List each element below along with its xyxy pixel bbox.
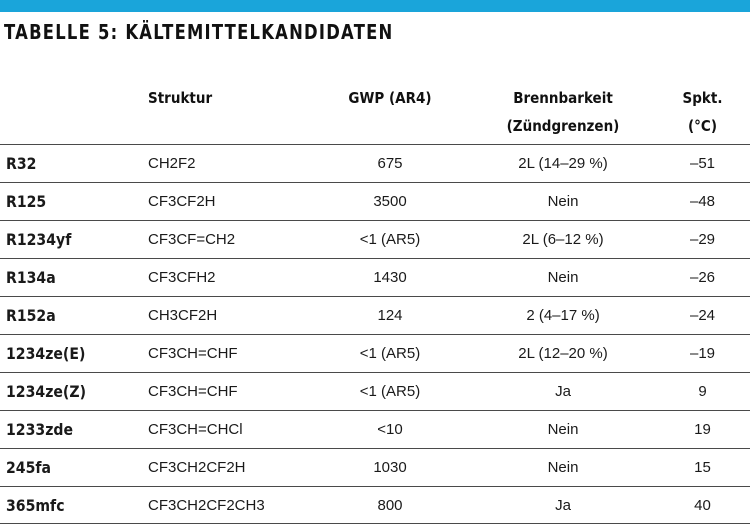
- accent-bar: [0, 0, 750, 12]
- table-body: [0, 144, 750, 524]
- flammability-cell: 2 (4–17 %): [526, 307, 600, 324]
- flammability-cell: 2L (6–12 %): [522, 231, 604, 248]
- flammability-cell: 2L (14–29 %): [518, 155, 608, 172]
- gwp-cell: 124: [377, 307, 403, 324]
- table-row: [0, 372, 750, 410]
- structure-cell: CH2F2: [148, 155, 196, 172]
- header-struktur: Struktur: [148, 89, 213, 107]
- refrigerant-name: R152a: [6, 306, 56, 325]
- header-brennbarkeit: Brennbarkeit (Zündgrenzen): [506, 89, 620, 135]
- structure-cell: CF3CF2H: [148, 193, 216, 210]
- gwp-cell: <10: [377, 421, 403, 438]
- structure-cell: CH3CF2H: [148, 307, 218, 324]
- refrigerant-name: 365mfc: [6, 496, 65, 515]
- table-row: [0, 258, 750, 296]
- table-row: [0, 144, 750, 182]
- gwp-cell: 1030: [373, 459, 407, 476]
- gwp-cell: 800: [377, 497, 403, 514]
- boiling-point-cell: –19: [689, 345, 716, 362]
- structure-cell: CF3CH=CHCl: [148, 421, 243, 438]
- table-header: [0, 84, 750, 146]
- refrigerant-name: R32: [6, 154, 37, 173]
- gwp-cell: 3500: [373, 193, 407, 210]
- structure-cell: CF3CFH2: [148, 269, 216, 286]
- table-row: [0, 334, 750, 372]
- structure-cell: CF3CH=CHF: [148, 345, 238, 362]
- refrigerant-name: 1233zde: [6, 420, 74, 439]
- boiling-point-cell: 40: [694, 497, 711, 514]
- refrigerant-name: 245fa: [6, 458, 52, 477]
- flammability-cell: Nein: [547, 459, 579, 476]
- refrigerant-name: R134a: [6, 268, 56, 287]
- table-title: TABELLE 5: KÄLTEMITTELKANDIDATEN: [4, 20, 394, 44]
- refrigerant-name: 1234ze(Z): [6, 382, 87, 401]
- structure-cell: CF3CH2CF2H: [148, 459, 246, 476]
- table-row: [0, 410, 750, 448]
- table-row: [0, 220, 750, 258]
- table-row: [0, 182, 750, 220]
- header-gwp: GWP (AR4): [348, 89, 432, 107]
- flammability-cell: Ja: [555, 383, 571, 400]
- table-row: [0, 448, 750, 486]
- gwp-cell: 1430: [373, 269, 407, 286]
- boiling-point-cell: 15: [694, 459, 711, 476]
- boiling-point-cell: 9: [698, 383, 707, 400]
- boiling-point-cell: 19: [694, 421, 711, 438]
- structure-cell: CF3CF=CH2: [148, 231, 236, 248]
- boiling-point-cell: –51: [689, 155, 716, 172]
- gwp-cell: 675: [377, 155, 403, 172]
- flammability-cell: Ja: [555, 497, 571, 514]
- refrigerant-name: R1234yf: [6, 230, 72, 249]
- flammability-cell: Nein: [547, 421, 579, 438]
- table-row: [0, 486, 750, 524]
- structure-cell: CF3CH=CHF: [148, 383, 238, 400]
- flammability-cell: 2L (12–20 %): [518, 345, 608, 362]
- gwp-cell: <1 (AR5): [359, 383, 421, 400]
- boiling-point-cell: –29: [689, 231, 716, 248]
- structure-cell: CF3CH2CF2CH3: [148, 497, 265, 514]
- boiling-point-cell: –26: [689, 269, 716, 286]
- refrigerant-name: 1234ze(E): [6, 344, 86, 363]
- flammability-cell: Nein: [547, 269, 579, 286]
- gwp-cell: <1 (AR5): [359, 345, 421, 362]
- boiling-point-cell: –48: [689, 193, 716, 210]
- table-row: [0, 296, 750, 334]
- flammability-cell: Nein: [547, 193, 579, 210]
- header-spkt: Spkt. (°C): [682, 89, 723, 135]
- boiling-point-cell: –24: [689, 307, 716, 324]
- refrigerant-name: R125: [6, 192, 47, 211]
- gwp-cell: <1 (AR5): [359, 231, 421, 248]
